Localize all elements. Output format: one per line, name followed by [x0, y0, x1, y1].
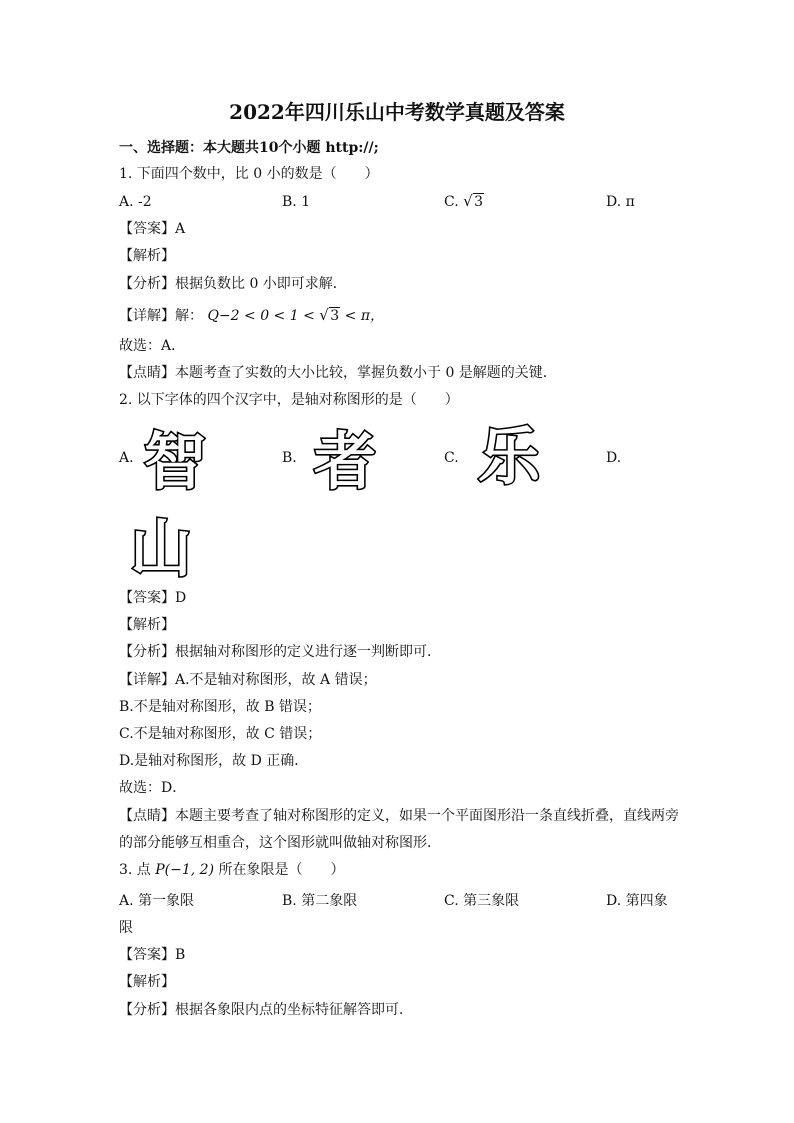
q1-xiangjie — [119, 306, 384, 326]
svg-text:乐: 乐 — [477, 420, 541, 490]
glyph-shan-image — [126, 510, 196, 580]
q3-jiexi: 【解析】 — [119, 974, 175, 990]
svg-text:者: 者 — [313, 425, 377, 495]
glyph-le-image — [474, 420, 544, 490]
q2-line-c: C.不是轴对称图形，故 C 错误； — [119, 726, 322, 742]
q3-stem-suffix: 所在象限是（ ） — [218, 862, 345, 878]
q1-guxuan: 故选：A． — [119, 338, 186, 354]
q1-option-c-label: C. — [444, 194, 459, 210]
q2-jiexi: 【解析】 — [119, 617, 175, 633]
q1-xiangjie-math: Q−2 < 0 < 1 < — [207, 308, 315, 324]
svg-text:山: 山 — [129, 512, 193, 580]
sqrt-3-inline: √ 3 — [319, 306, 340, 326]
q1-option-a: A. -2 — [119, 194, 152, 210]
q3-option-b: B. 第二象限 — [282, 893, 358, 909]
q2-xiangjie: 【详解】A.不是轴对称图形，故 A 错误； — [119, 672, 377, 688]
q1-xiangjie-tail: < π， — [344, 308, 385, 324]
q2-dianjing-2: 的部分能够互相重合，这个图形就叫做轴对称图形． — [119, 835, 441, 851]
q3-option-d: D. 第四象 — [606, 893, 668, 909]
q3-stem — [119, 860, 345, 880]
q1-option-b: B. 1 — [282, 194, 311, 210]
q3-option-c: C. 第三象限 — [444, 893, 520, 909]
q2-dianjing-1: 【点睛】本题主要考查了轴对称图形的定义，如果一个平面图形沿一条直线折叠，直线两旁 — [119, 808, 679, 824]
q3-stem-prefix: 3. 点 — [119, 862, 151, 878]
q1-option-d: D. π — [606, 194, 635, 210]
q1-xiangjie-prefix: 【详解】解： — [119, 308, 203, 324]
q2-answer: 【答案】D — [119, 590, 187, 606]
q3-answer: 【答案】B — [119, 947, 186, 963]
q2-line-d: D.是轴对称图形，故 D 正确． — [119, 753, 309, 769]
q1-stem: 1. 下面四个数中，比 0 小的数是（ ） — [119, 166, 379, 182]
q2-label-b: B. — [282, 450, 297, 466]
q2-line-b: B.不是轴对称图形，故 B 错误； — [119, 699, 321, 715]
q2-label-d: D. — [606, 450, 622, 466]
q3-fenxi: 【分析】根据各象限内点的坐标特征解答即可． — [119, 1002, 413, 1018]
q3-point: P(−1, 2) — [155, 862, 215, 878]
q1-option-c — [444, 192, 484, 212]
page-title: 2022年四川乐山中考数学真题及答案 — [229, 100, 565, 124]
q3-option-a: A. 第一象限 — [119, 893, 195, 909]
glyph-zhi-image — [140, 425, 210, 495]
sqrt-3: √ 3 — [463, 192, 484, 212]
q2-stem: 2. 以下字体的四个汉字中，是轴对称图形的是（ ） — [119, 392, 459, 408]
section-heading: 一、选择题：本大题共10个小题 http://; — [119, 140, 379, 156]
q2-guxuan: 故选：D． — [119, 780, 187, 796]
q1-fenxi: 【分析】根据负数比 0 小即可求解． — [119, 276, 347, 292]
q2-label-a: A. — [119, 450, 134, 466]
svg-text:智: 智 — [143, 425, 207, 495]
q1-jiexi: 【解析】 — [119, 248, 175, 264]
q1-dianjing: 【点睛】本题考查了实数的大小比较，掌握负数小于 0 是解题的关键． — [119, 365, 557, 381]
q2-label-c: C. — [444, 450, 459, 466]
q1-answer: 【答案】A — [119, 221, 186, 237]
q2-fenxi: 【分析】根据轴对称图形的定义进行逐一判断即可. — [119, 644, 432, 660]
q3-option-d-wrap: 限 — [119, 920, 133, 936]
glyph-zhe-image — [310, 425, 380, 495]
